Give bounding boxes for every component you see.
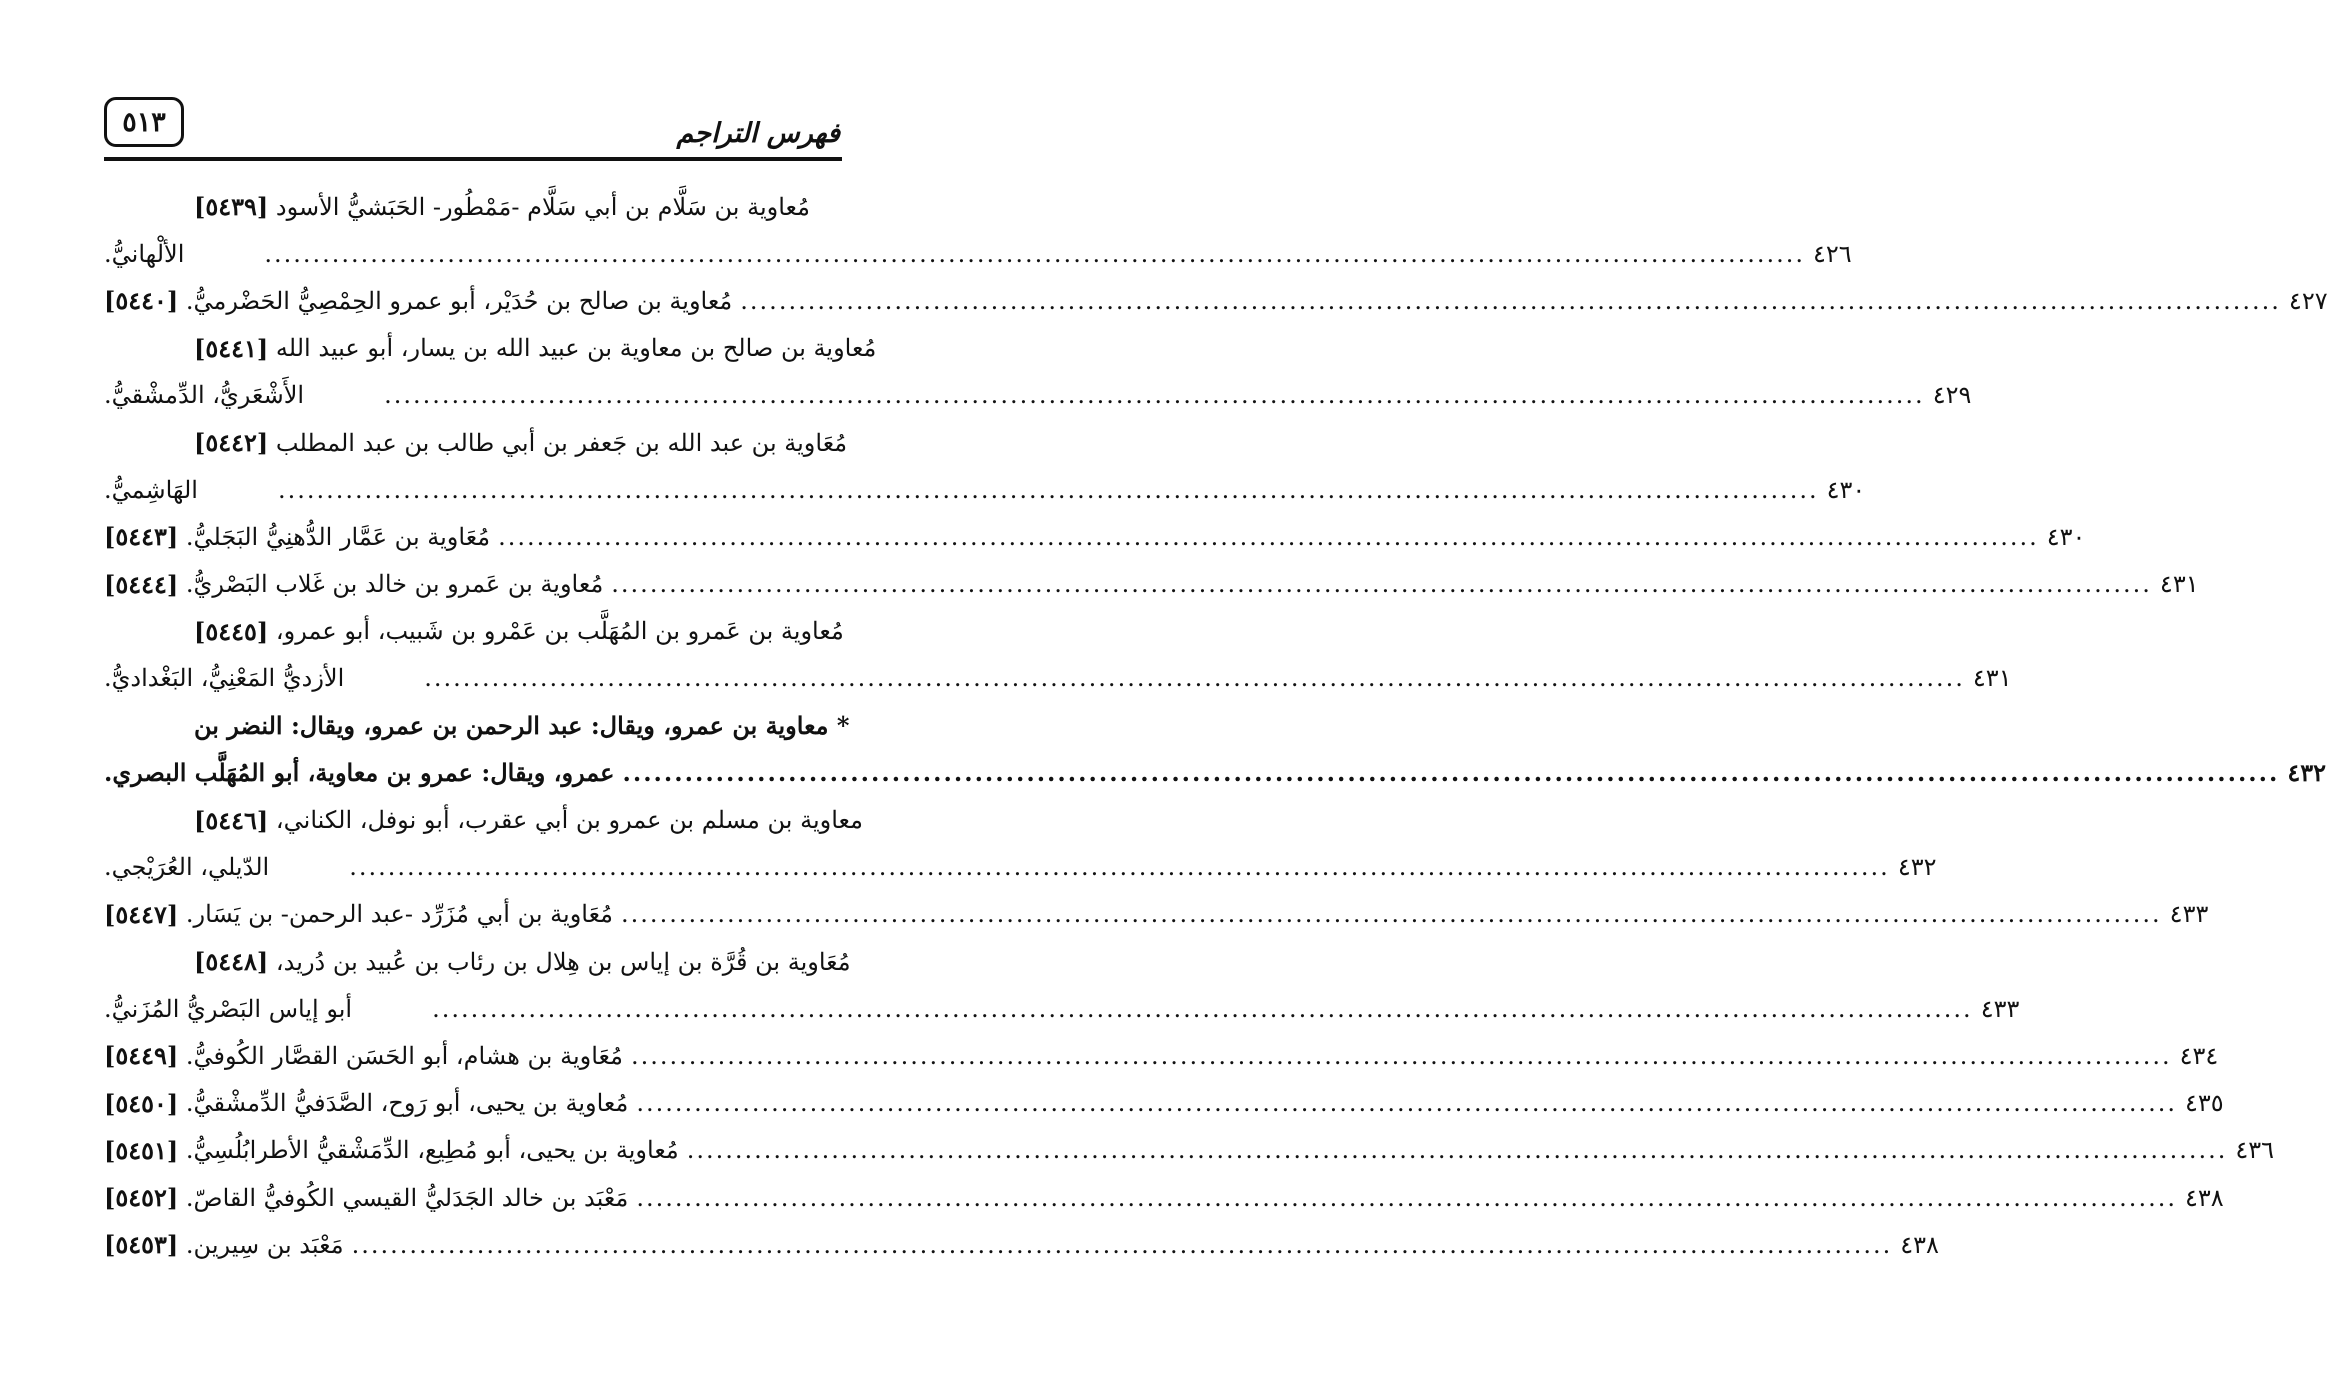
dot-leader: ................................................................................................................................................................ <box>349 853 1890 882</box>
entry-line <box>104 938 851 985</box>
spacer <box>178 1042 186 1070</box>
entry-page: ٤٣٠ <box>1826 475 1866 504</box>
entry-page: ٤٣١ <box>1972 664 2012 693</box>
entry-number: [٥٤٥٠] <box>104 1088 179 1118</box>
entry-text: مَعْبَد بن سِيرين. <box>185 1230 344 1259</box>
spacer <box>178 523 186 551</box>
entry-line <box>104 844 1937 891</box>
entry-text: مُعاوية بن صالح بن معاوية بن عبيد الله بن يسار، أبو عبيد الله <box>275 334 877 363</box>
entry-number: [٥٤٤١] <box>194 333 269 363</box>
dot-leader: ................................................................................................................................................................ <box>636 1183 2177 1212</box>
entry-number: [٥٤٥٢] <box>104 1183 179 1213</box>
dot-leader: ................................................................................................................................................................ <box>611 570 2152 599</box>
page-number <box>104 97 184 147</box>
entry-line <box>104 561 2199 608</box>
entry-page: ٤٣٣ <box>1980 994 2020 1023</box>
entry-line <box>104 1032 2219 1079</box>
entry-page: ٤٣٣ <box>2169 900 2209 929</box>
entry-page: ٤٣٠ <box>2046 522 2086 551</box>
entry-text: مُعاوية بن عَمرو بن خالد بن غَلاب البَصْريُّ. <box>185 570 604 599</box>
entry-text: الهَاشِميُّ. <box>104 475 198 504</box>
dot-leader: ................................................................................................................................................................ <box>498 522 2039 551</box>
spacer <box>178 1089 186 1117</box>
entry-page: ٤٣٢ <box>2287 758 2327 788</box>
spacer <box>268 948 276 976</box>
entry-text: عمرو، ويقال: عمرو بن معاوية، أبو المُهَلَّب البصري. <box>104 758 615 788</box>
entry-text: مُعَاوية بن عَمَّار الدُّهنِيُّ البَجَليُّ. <box>185 522 491 551</box>
note-line <box>104 702 850 749</box>
entry-line <box>104 1174 2224 1221</box>
entry-text: الدّيلي، العُرَيْجي. <box>104 853 270 882</box>
entry-number: [٥٤٤٣] <box>104 522 179 552</box>
entry-text: أبو إياس البَصْريُّ المُزَنيُّ. <box>104 994 353 1023</box>
dot-leader: ................................................................................................................................................................ <box>622 758 2280 788</box>
entry-text: * معاوية بن عمرو، ويقال: عبد الرحمن بن عمرو، ويقال: النضر بن <box>194 711 850 741</box>
entry-number: [٥٤٤٥] <box>194 616 269 646</box>
dot-leader: ................................................................................................................................................................ <box>384 381 1925 410</box>
spacer <box>178 287 186 315</box>
entry-page: ٤٣٨ <box>2184 1183 2224 1212</box>
dot-leader: ................................................................................................................................................................ <box>621 900 2162 929</box>
spacer <box>268 806 276 834</box>
dot-leader: ................................................................................................................................................................ <box>432 994 1973 1023</box>
entry-text: مُعاوية بن سَلَّام بن أبي سَلَّام -مَمْطُور- الحَبَشيُّ الأسود <box>275 192 810 221</box>
entry-page: ٤٣٦ <box>2235 1136 2275 1165</box>
entry-text: مُعاوية بن يحيى، أبو رَوح، الصَّدَفيُّ الدِّمشْقيُّ. <box>185 1089 629 1118</box>
entry-page: ٤٣٤ <box>2179 1041 2219 1070</box>
entry-text: مُعَاوية بن هشام، أبو الحَسَن القصَّار الكُوفيُّ. <box>185 1041 623 1070</box>
entry-page: ٤٣١ <box>2159 570 2199 599</box>
entry-page: ٤٢٩ <box>1932 381 1972 410</box>
entry-line <box>104 1080 2224 1127</box>
entry-line <box>104 796 863 843</box>
entry-page: ٤٣٢ <box>1897 853 1937 882</box>
entry-text: مُعَاوية بن قُرَّة بن إياس بن هِلال بن رئاب بن عُبيد بن دُريد، <box>275 947 851 976</box>
entry-page: ٤٢٧ <box>2288 286 2328 315</box>
entry-number: [٥٤٤٠] <box>104 286 179 316</box>
entry-number: [٥٤٥١] <box>104 1135 179 1165</box>
entry-page: ٤٢٦ <box>1812 239 1852 268</box>
entry-number: [٥٤٤٩] <box>104 1041 179 1071</box>
dot-leader: ................................................................................................................................................................ <box>424 664 1965 693</box>
entry-text: مُعاوية بن يحيى، أبو مُطِيع، الدِّمَشْقيُّ الأطرابُلُسِيُّ. <box>185 1136 679 1165</box>
dot-leader: ................................................................................................................................................................ <box>277 475 1819 504</box>
entry-line <box>104 277 2328 324</box>
entry-line <box>104 466 1866 513</box>
entry-text: مُعاوية بن عَمرو بن المُهَلَّب بن عَمْرو بن شَبيب، أبو عمرو، <box>275 617 844 646</box>
dot-leader: ................................................................................................................................................................ <box>351 1230 1893 1259</box>
entry-page: ٤٣٥ <box>2184 1089 2224 1118</box>
spacer <box>268 193 276 221</box>
entry-number: [٥٤٥٣] <box>104 1230 179 1260</box>
entry-line <box>104 372 1972 419</box>
entry-text: مَعْبَد بن خالد الجَدَليُّ القيسي الكُوفيُّ القاصّ. <box>185 1183 629 1212</box>
dot-leader: ................................................................................................................................................................ <box>740 286 2281 315</box>
entry-text: مُعَاوية بن أبي مُزَرِّد -عبد الرحمن- بن يَسَار. <box>185 900 614 929</box>
dot-leader: ................................................................................................................................................................ <box>636 1089 2177 1118</box>
entry-line <box>104 608 842 655</box>
entry-line <box>104 513 2086 560</box>
dot-leader: ................................................................................................................................................................ <box>630 1041 2172 1070</box>
entry-text: مُعَاوية بن عبد الله بن جَعفر بن أبي طالب بن عبد المطلب <box>275 428 848 457</box>
entry-line <box>104 985 2020 1032</box>
page-number-text: ٥١٣ <box>122 106 166 138</box>
spacer <box>178 900 186 928</box>
entry-line <box>104 655 2012 702</box>
entry-text: مُعاوية بن صالح بن حُدَيْر، أبو عمرو الحِمْصِيُّ الحَضْرميُّ. <box>185 286 733 315</box>
entry-line <box>104 230 1852 277</box>
spacer <box>178 1231 186 1259</box>
entry-line <box>104 1221 1939 1268</box>
spacer <box>178 1184 186 1212</box>
header-rule <box>104 157 842 161</box>
spacer <box>178 1136 186 1164</box>
entry-number: [٥٤٤٦] <box>194 805 269 835</box>
entry-text: معاوية بن مسلم بن عمرو بن أبي عقرب، أبو نوفل، الكناني، <box>275 806 863 835</box>
spacer <box>268 429 276 457</box>
entry-number: [٥٤٤٤] <box>104 569 179 599</box>
entry-text: الألْهانيُّ. <box>104 239 185 268</box>
entry-line <box>104 891 2209 938</box>
running-title: فهرس التراجم <box>676 118 840 149</box>
entry-line <box>104 1127 2275 1174</box>
entry-text: الأزديُّ المَعْنِيُّ، البَغْداديُّ. <box>104 664 345 693</box>
dot-leader: ................................................................................................................................................................ <box>686 1136 2228 1165</box>
entry-line <box>104 325 877 372</box>
entry-number: [٥٤٤٢] <box>194 428 269 458</box>
index-entries <box>104 183 2328 1268</box>
entry-text: الأَشْعَريُّ، الدِّمشْقيُّ. <box>104 381 305 410</box>
note-line <box>104 749 2327 796</box>
dot-leader: ................................................................................................................................................................ <box>264 239 1805 268</box>
entry-number: [٥٤٤٨] <box>194 947 269 977</box>
entry-number: [٥٤٤٧] <box>104 899 179 929</box>
spacer <box>178 570 186 598</box>
entry-number: [٥٤٣٩] <box>194 192 269 222</box>
spacer <box>268 334 276 362</box>
entry-line <box>104 183 842 230</box>
entry-page: ٤٣٨ <box>1900 1230 1939 1259</box>
entry-line <box>104 419 848 466</box>
spacer <box>268 617 276 645</box>
